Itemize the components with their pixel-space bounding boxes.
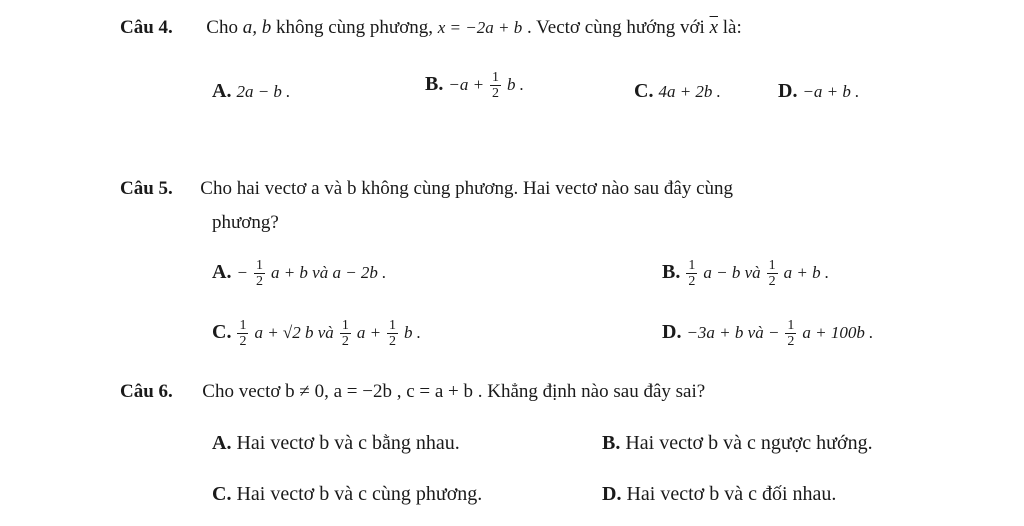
q4-option-d[interactable] [778, 80, 859, 103]
option-post: a + 100b . [802, 323, 874, 343]
option-label: A. [212, 432, 232, 454]
fraction: $\frac{1}{2}$ [492, 70, 500, 101]
fraction: $\frac{1}{2}$ [768, 258, 776, 289]
option-label: B. [662, 261, 681, 284]
option-pre: − [236, 263, 248, 283]
option-expr: 4a + 2b . [658, 82, 721, 101]
q4-formula: x = −2a + b [437, 18, 523, 37]
fraction: $\frac{1}{2}$ [239, 318, 247, 349]
q5-line1: Cho hai vectơ a và b không cùng phương. Hai vectơ nào sau đây cùng [200, 178, 734, 199]
option-expr-post: b . [507, 75, 525, 95]
option-expr: 2a − b . [236, 82, 291, 101]
q4-text-b: không cùng phương, [275, 17, 434, 38]
option-label: C. [634, 80, 654, 102]
option-mid: a − b và [703, 263, 761, 283]
q6-label: Câu 6. [120, 381, 173, 402]
fraction: $\frac{1}{2}$ [341, 318, 349, 349]
q5-option-a[interactable] [212, 258, 386, 289]
option-label: C. [212, 321, 232, 344]
q4-vecs: a, b [242, 17, 272, 38]
option-label: A. [212, 261, 232, 284]
option-label: D. [662, 321, 682, 344]
q5-stem-line1 [120, 178, 733, 200]
q4-option-b[interactable] [425, 70, 524, 101]
fraction: $\frac{1}{2}$ [389, 318, 397, 349]
q4-label: Câu 4. [120, 17, 173, 38]
option-label: C. [212, 483, 232, 505]
q5-option-b[interactable] [662, 258, 829, 289]
q6-option-c[interactable] [212, 483, 482, 506]
q4-option-a[interactable] [212, 80, 290, 103]
q5-label: Câu 5. [120, 178, 173, 199]
fraction: $\frac{1}{2}$ [688, 258, 696, 289]
q6-stem [120, 381, 705, 403]
option-label: B. [425, 73, 444, 96]
cropped-top-mark [696, 0, 726, 3]
cropped-top-mark [812, 0, 842, 3]
q4-stem [120, 17, 742, 39]
option-mid: a + √2 b và [254, 323, 334, 343]
option-text: Hai vectơ b và c ngược hướng. [625, 432, 873, 454]
option-pre: −3a + b và − [686, 323, 780, 343]
q4-option-c[interactable] [634, 80, 721, 103]
option-expr-pre: −a + [448, 75, 485, 95]
option-label: A. [212, 80, 232, 102]
option-text: Hai vectơ b và c bằng nhau. [236, 432, 460, 454]
q4-text-c: . Vectơ cùng hướng với [526, 17, 705, 38]
option-post: b . [404, 323, 422, 343]
q6-option-b[interactable] [602, 432, 873, 455]
fraction: $\frac{1}{2}$ [255, 258, 263, 289]
option-expr: −a + b . [802, 82, 860, 101]
q6-stem-text: Cho vectơ b ≠ 0, a = −2b , c = a + b . Khẳng định nào sau đây sai? [202, 381, 706, 402]
q6-option-d[interactable] [602, 483, 836, 506]
q6-option-a[interactable] [212, 432, 460, 455]
q4-text-a: Cho [206, 17, 238, 38]
option-post: a + b và a − 2b . [270, 263, 387, 283]
option-mid2: a + [356, 323, 382, 343]
option-post: a + b . [783, 263, 830, 283]
option-text: Hai vectơ b và c đối nhau. [626, 483, 837, 505]
q5-stem-line2: phương? [212, 212, 279, 233]
q5-option-d[interactable] [662, 318, 873, 349]
q5-option-c[interactable] [212, 318, 421, 349]
q4-x-var: $\overline{x}$ [709, 17, 718, 38]
q4-text-d: là: [722, 17, 742, 38]
cropped-top-mark [556, 0, 596, 3]
option-label: D. [778, 80, 798, 102]
option-label: B. [602, 432, 621, 454]
cropped-top-mark [948, 0, 966, 3]
option-text: Hai vectơ b và c cùng phương. [236, 483, 483, 505]
option-label: D. [602, 483, 622, 505]
fraction: $\frac{1}{2}$ [787, 318, 795, 349]
